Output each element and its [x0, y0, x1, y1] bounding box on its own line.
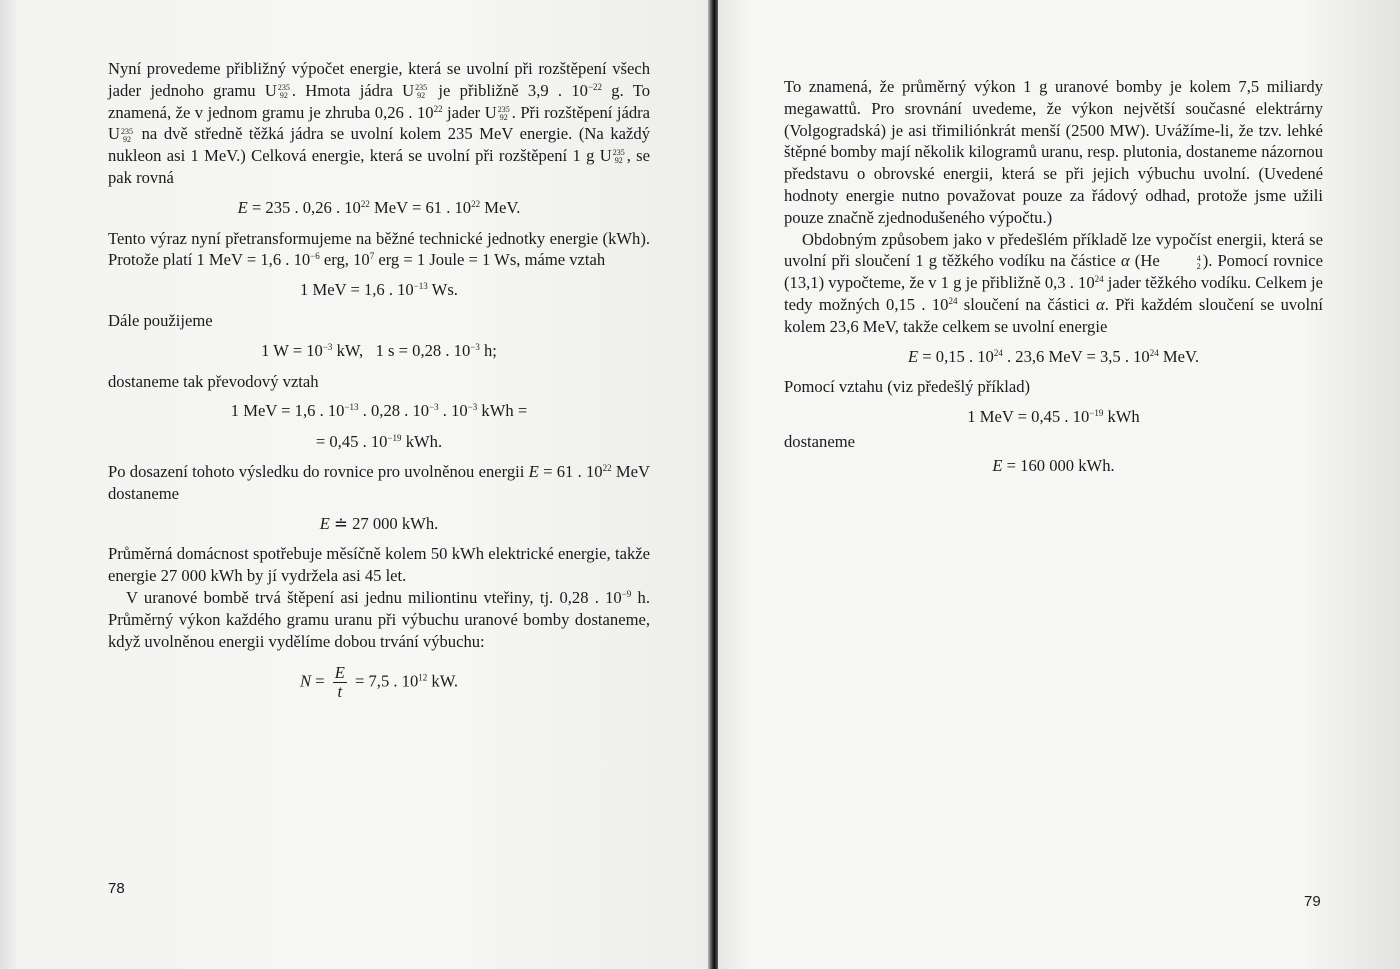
right-paragraph-2: Obdobným způsobem jako v předešlém příkladě lze vypočíst energii, která se uvolní při sloučení 1 g těžkého vodíku na částice α (He 4 2 ). Pomocí rovnice (13,1) vypočteme, že v 1 g je přibližně 0,3 . $10^{24}$ jader těžkého vodíku. Celkem je tedy možných 0,15 . $10^{24}$ sloučení na částici α. Při každém sloučení se uvolní kolem 23,6 MeV, takže celkem se uvolní energie — [784, 229, 1323, 336]
equation-mev-to-kwh: 1 MeV = 1,6 . $10^{-13}$ . 0,28 . $10^{-3}$ . $10^{-3}$ kWh = — [230, 401, 528, 421]
right-paragraph-3: Pomocí vztahu (viz předešlý příklad) — [784, 377, 1031, 397]
equation-mev-to-kwh-result: = 0,45 . $10^{-19}$ kWh. — [315, 432, 443, 452]
uranium-isotope-symbol: 235 92 — [277, 82, 290, 100]
equation-mev-to-kwh: 1 MeV = 0,45 . $10^{-19}$ kWh — [967, 407, 1140, 427]
helium-isotope-symbol: 4 2 — [1196, 253, 1201, 271]
page-number-right: 79 — [1304, 893, 1321, 910]
uranium-isotope-symbol: 235 92 — [497, 104, 510, 122]
equation-total-energy: E = 235 . 0,26 . $10^{22}$ MeV = 61 . $10^{22}$ MeV. — [237, 197, 521, 217]
right-paragraph-4: dostaneme — [784, 431, 855, 451]
left-page-text — [108, 58, 650, 710]
fraction-e-over-t: $\frac{E}{t}$ — [334, 663, 345, 702]
left-paragraph-1: Nyní provedeme přibližný výpočet energie, která se uvolní při rozštěpení všech jader jednoho gramu U 235 92 . Hmota jádra U 235 92 je přibližně 3,9 . $10^{-22}$ g. To znamená, že v jednom gramu je zhruba 0,26 . $10^{22}$ jader U 235 92 . Při rozštěpení jádra U 235 92 na dvě středně těžká jádra se uvolní kolem 235 MeV energie. (Na každý nukleon asi 1 MeV.) Celková energie, která se uvolní při rozštěpení 1 g U 235 92 , se pak rovná — [108, 59, 651, 187]
equation-energy-kwh: E ≐ 27 000 kWh. — [319, 513, 439, 533]
equation-unit-conversions: 1 $W = 10^{-3}$ kW, 1 s = 0,28 . $10^{-3}$ h; — [261, 340, 497, 360]
left-paragraph-6: Průměrná domácnost spotřebuje měsíčně kolem 50 kWh elektrické energie, takže energie 27 000 kWh by jí vydržela asi 45 let. — [108, 544, 650, 586]
right-page-text — [784, 76, 1323, 486]
left-paragraph-4: dostaneme tak převodový vztah — [108, 371, 319, 391]
left-paragraph-7: V uranové bombě trvá štěpení asi jednu miliontinu vteřiny, tj. 0,28 . $10^{-9}$ h. Průměrný výkon každého gramu uranu při výbuchu uranové bomby dostaneme, když uvolněnou energii vydělíme dobou trvání výbuchu: — [108, 587, 651, 651]
equation-mev-to-ws: 1 MeV = 1,6 . $10^{-13}$ Ws. — [300, 280, 458, 300]
left-paragraph-5: Po dosazení tohoto výsledku do rovnice pro uvolněnou energii E = 61 . $10^{22}$ MeV dostaneme — [108, 461, 650, 503]
right-page — [718, 0, 1400, 969]
uranium-isotope-symbol: 235 92 — [120, 126, 133, 144]
right-paragraph-1: To znamená, že průměrný výkon 1 g uranové bomby je kolem 7,5 miliardy megawattů. Pro srovnání uvedeme, že výkon největší současné elektrárny (Volgogradská) je asi třimiliónkrát menší (2500 MW). Uvážíme-li, že tzv. lehké štěpné bomby mají několik kilogramů uranu, resp. plutonia, dostaneme názornou představu o obrovské energii, která se při jejich výbuchu uvolní. (Uvedené hodnoty energie nutno považovat pouze za řádový odhad, protože jsme užili pouze značně zjednodušeného výpočtu.) — [784, 77, 1323, 227]
page-number-left: 78 — [108, 880, 125, 897]
left-paragraph-2: Tento výraz nyní přetransformujeme na běžné technické jednotky energie (kWh). Protože platí 1 MeV = 1,6 . $10^{-6}$ erg, $10^7$ erg = 1 Joule = 1 Ws, máme vztah — [108, 228, 650, 270]
left-paragraph-3: Dále použijeme — [108, 310, 213, 330]
uranium-isotope-symbol: 235 92 — [415, 82, 428, 100]
uranium-isotope-symbol: 235 92 — [612, 148, 625, 166]
equation-average-power: N = $\frac{E}{t}$ = 7,5 . $10^{12}$ kW. — [299, 663, 459, 702]
equation-fusion-energy-kwh: E = 160 000 kWh. — [992, 455, 1115, 475]
equation-fusion-energy: E = 0,15 . $10^{24}$ . 23,6 MeV = 3,5 . $10^{24}$ MeV. — [907, 346, 1199, 366]
